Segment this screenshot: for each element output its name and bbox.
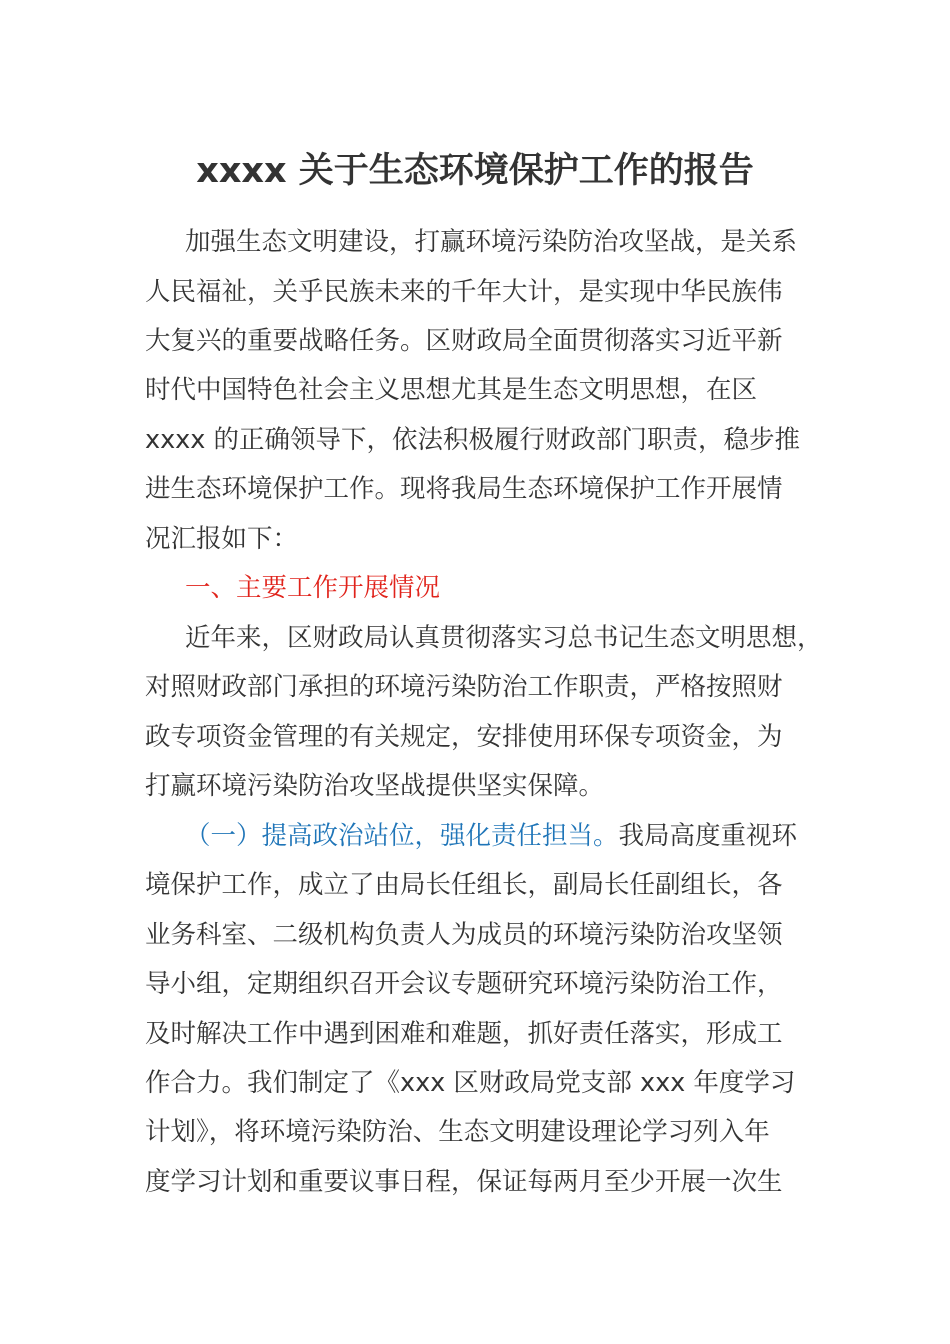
intro-line: xxxx 的正确领导下，依法积极履行财政部门职责，稳步推 (145, 425, 800, 455)
intro-line: 进生态环境保护工作。现将我局生态环境保护工作开展情 (145, 474, 783, 504)
subsection-heading: （一）提高政治站位，强化责任担当。 (185, 821, 619, 851)
subsection-line: 及时解决工作中遇到困难和难题，抓好责任落实，形成工 (145, 1019, 783, 1049)
intro-line: 时代中国特色社会主义思想尤其是生态文明思想，在区 (145, 375, 758, 405)
subsection-line: 度学习计划和重要议事日程，保证每两月至少开展一次生 (145, 1167, 783, 1197)
section-line: 近年来，区财政局认真贯彻落实习总书记生态文明思想， (185, 623, 823, 653)
intro-line: 人民福祉，关乎民族未来的千年大计，是实现中华民族伟 (145, 277, 783, 307)
subsection-first-line (185, 818, 797, 854)
subsection-line: 业务科室、二级机构负责人为成员的环境污染防治攻坚领 (145, 920, 783, 950)
subsection-line: 境保护工作，成立了由局长任组长，副局长任副组长，各 (145, 870, 783, 900)
document-title: xxxx 关于生态环境保护工作的报告 (196, 151, 754, 191)
section-line: 政专项资金管理的有关规定，安排使用环保专项资金，为 (145, 722, 783, 752)
intro-line: 加强生态文明建设，打赢环境污染防治攻坚战，是关系 (185, 227, 798, 257)
section-line: 对照财政部门承担的环境污染防治工作职责，严格按照财 (145, 672, 783, 702)
subsection-line: 作合力。我们制定了《xxx 区财政局党支部 xxx 年度学习 (145, 1068, 796, 1098)
subsection-text: 我局高度重视环 (618, 821, 798, 851)
subsection-line: 计划》，将环境污染防治、生态文明建设理论学习列入年 (145, 1117, 770, 1147)
intro-line: 况汇报如下： (145, 524, 299, 554)
intro-line: 大复兴的重要战略任务。区财政局全面贯彻落实习近平新 (145, 326, 783, 356)
subsection-line: 导小组，定期组织召开会议专题研究环境污染防治工作， (145, 969, 783, 999)
section-line: 打赢环境污染防治攻坚战提供坚实保障。 (145, 771, 605, 801)
section-heading: 一、主要工作开展情况 (185, 573, 441, 603)
